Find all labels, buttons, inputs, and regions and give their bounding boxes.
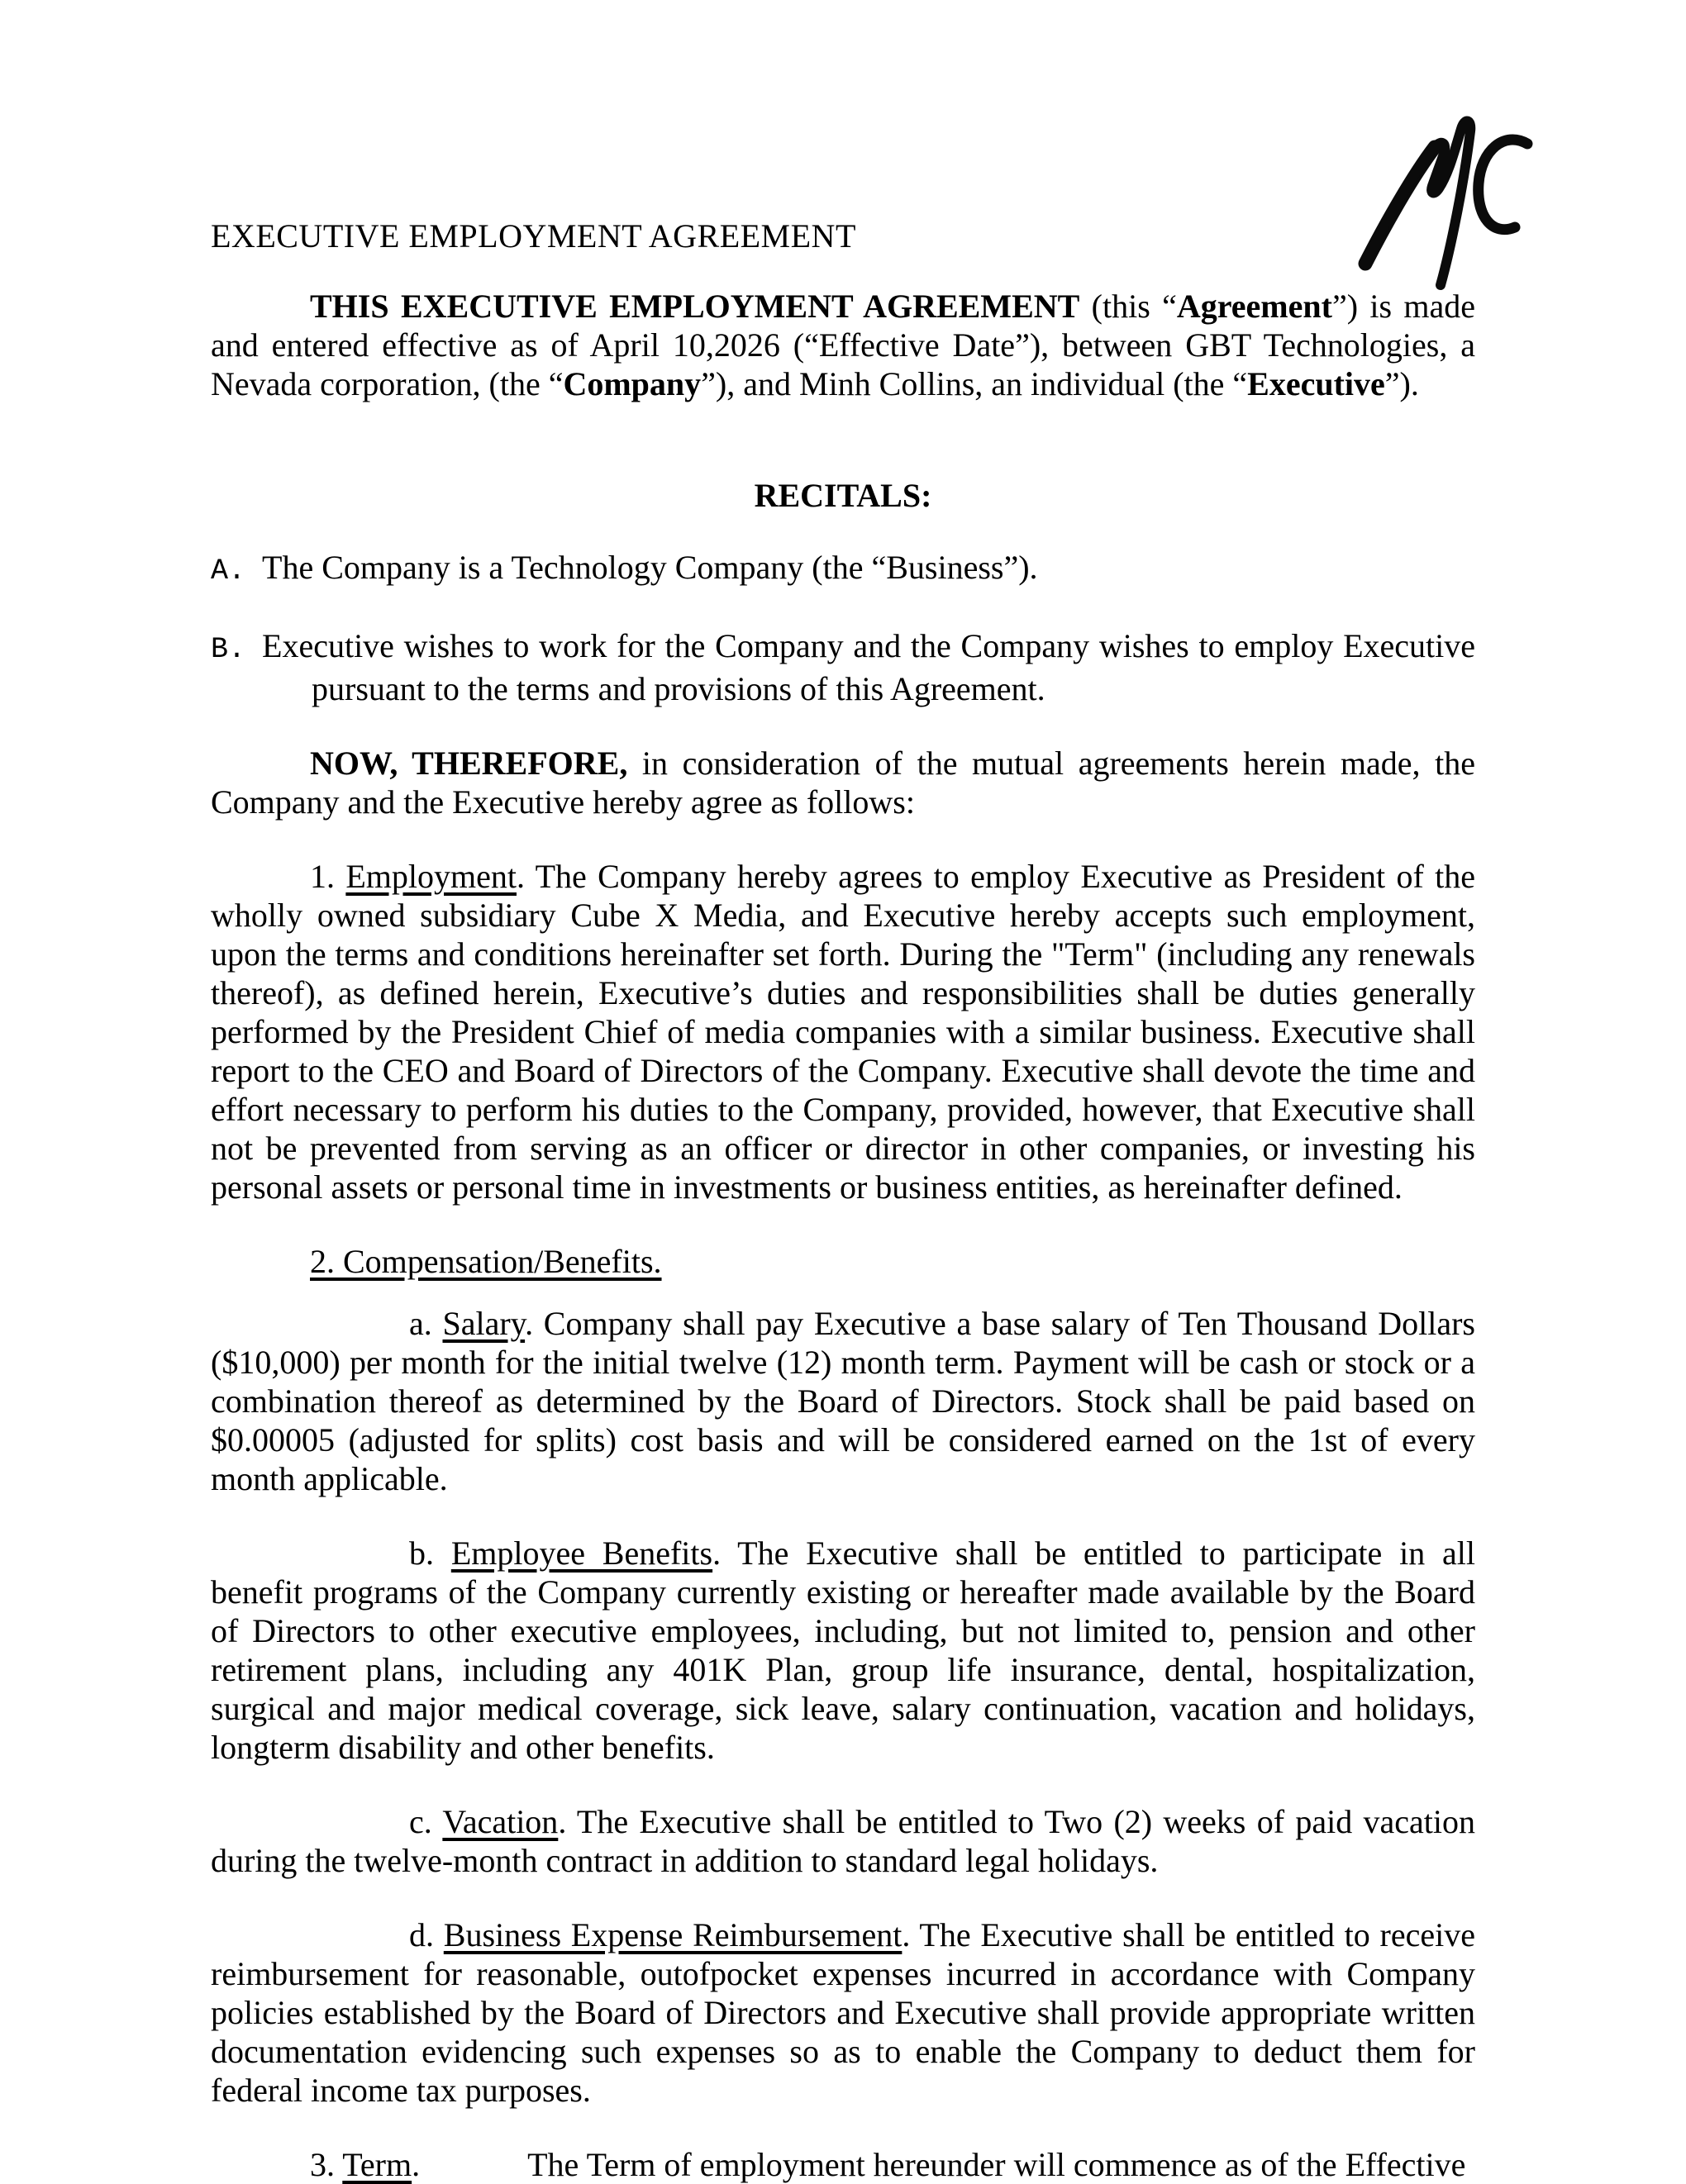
clause-c-vacation: [211, 1802, 1475, 1880]
intro-paragraph: [211, 287, 1475, 403]
text-run: . Company shall pay Executive a base salary of Ten Thousand Dollars ($10,000) per month for the initial twelve (12) month term. Payment will be cash or stock or a combination thereof as determined by the Board of Directors. Stock shall be paid based on $0.00005 (adjusted for splits) cost basis and will be considered earned on the 1st of every month applicable.: [211, 1305, 1475, 1497]
clause-d-expense-reimbursement: [211, 1915, 1475, 2110]
text-run: RECITALS:: [754, 477, 932, 514]
text-run: . The Executive shall be entitled to Two (2) weeks of paid vacation during the twelve-month contract in addition to standard legal holidays.: [211, 1803, 1476, 1879]
clause-b-employee-benefits: [211, 1534, 1475, 1767]
text-run: c.: [409, 1803, 443, 1840]
text-run: Business Expense Reimbursement: [443, 1916, 903, 1953]
text-run: Executive wishes to work for the Company and the Company wishes to employ Executive pursuant to the terms and provisions of this Agreement.: [262, 627, 1475, 707]
text-run: .: [412, 2146, 421, 2183]
section-3-term: [211, 2145, 1475, 2184]
text-run: 3.: [310, 2146, 343, 2183]
document-title: EXECUTIVE EMPLOYMENT AGREEMENT: [211, 217, 856, 255]
text-run: NOW, THEREFORE,: [310, 745, 628, 782]
clause-a-salary: [211, 1304, 1475, 1498]
text-run: The Term of employment hereunder will commence as of the Effective: [527, 2146, 1466, 2183]
text-run: (this “: [1079, 288, 1177, 325]
section-1-employment: [211, 857, 1475, 1206]
text-run: Vacation: [442, 1803, 559, 1840]
text-run: THIS EXECUTIVE EMPLOYMENT AGREEMENT: [310, 288, 1080, 325]
text-run: Salary: [442, 1305, 526, 1342]
text-run: Employment: [345, 858, 517, 895]
text-run: 1.: [310, 858, 346, 895]
recital-marker: B.: [211, 633, 246, 666]
now-therefore-paragraph: [211, 744, 1475, 821]
recital-marker: A.: [211, 554, 246, 588]
text-run: in consideration of the mutual agreements herein made, the Company and the Executive hereby agree as follows:: [211, 745, 1475, 821]
text-run: d.: [409, 1916, 444, 1953]
text-run: a.: [409, 1305, 443, 1342]
document-body: [211, 287, 1475, 2184]
text-run: . The Company hereby agrees to employ Executive as President of the wholly owned subsidiary Cube X Media, and Executive hereby accepts such employment, upon the terms and conditions hereinafter set forth. During the "Term" (including any renewals thereof), as defined herein, Executive’s duties and responsibilities shall be duties generally performed by the President Chief of media companies with a similar business. Executive shall report to the CEO and Board of Directors of the Company. Executive shall devote the time and effort necessary to perform his duties to the Company, provided, however, that Executive shall not be prevented from serving as an officer or director in other companies, or investing his personal assets or personal time in investments or business entities, as hereinafter defined.: [211, 858, 1476, 1206]
recitals-heading: [211, 476, 1475, 515]
recital-a: [211, 548, 1475, 591]
text-run: Agreement: [1176, 288, 1332, 325]
text-run: Term: [342, 2146, 412, 2183]
handwritten-initials-signature: [1341, 93, 1562, 297]
recital-b: [211, 626, 1475, 708]
text-run: Executive: [1247, 365, 1385, 402]
text-run: 2. Compensation/Benefits.: [310, 1243, 662, 1280]
text-run: ”) is made and entered effective as of April 10,2026 (“Effective Date”), between GBT Technologies, a Nevada corporation, (the “: [211, 288, 1475, 402]
text-run: . The Executive shall be entitled to receive reimbursement for reasonable, outofpocket expenses incurred in accordance with Company policies established by the Board of Directors and Executive shall provide appropriate written documentation evidencing such expenses so as to enable the Company to deduct them for federal income tax purposes.: [211, 1916, 1475, 2109]
text-run: Employee Benefits: [450, 1535, 713, 1572]
text-run: ”).: [1384, 365, 1419, 402]
section-2-heading: [211, 1242, 1475, 1281]
text-run: b.: [409, 1535, 451, 1572]
text-run: Company: [563, 365, 702, 402]
text-run: The Company is a Technology Company (the “Business”).: [262, 549, 1038, 586]
text-run: ”), and Minh Collins, an individual (the “: [701, 365, 1248, 402]
text-run: . The Executive shall be entitled to participate in all benefit programs of the Company currently existing or hereafter made available by the Board of Directors to other executive employees, including, but not limited to, pension and other retirement plans, including any 401K Plan, group life insurance, dental, hospitalization, surgical and major medical coverage, sick leave, salary continuation, vacation and holidays, longterm disability and other benefits.: [211, 1535, 1475, 1766]
